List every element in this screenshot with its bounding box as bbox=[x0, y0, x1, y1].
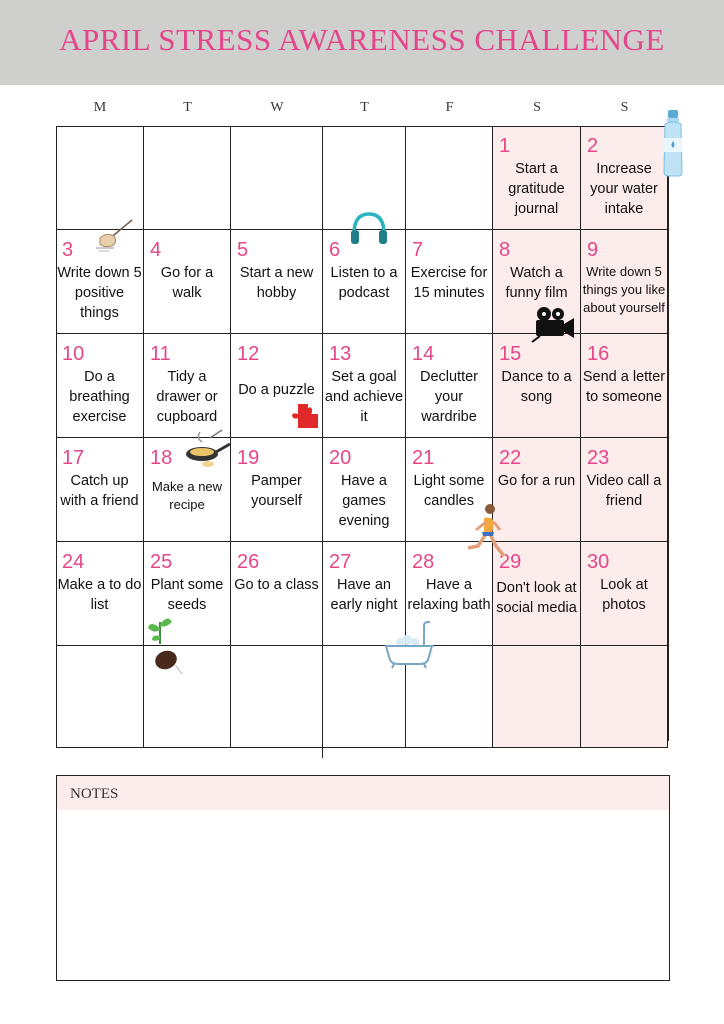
day-number: 9 bbox=[587, 239, 599, 261]
day-number: 23 bbox=[587, 447, 610, 469]
grid-divider-line bbox=[668, 126, 669, 741]
weekday-sunday: S bbox=[620, 100, 629, 115]
day-number: 4 bbox=[150, 239, 162, 261]
day-challenge: Write down 5 things you like about yourself bbox=[582, 264, 666, 315]
puzzle-piece-icon bbox=[288, 400, 320, 430]
day-challenge: Start a new hobby bbox=[239, 265, 314, 301]
day-challenge: Have an early night bbox=[330, 577, 398, 613]
weekday-monday: M bbox=[93, 100, 107, 115]
weekday-friday: F bbox=[445, 100, 454, 115]
bathtub-icon bbox=[384, 620, 434, 670]
day-challenge: Write down 5 positive things bbox=[57, 265, 142, 321]
calendar-cell-day-30 bbox=[581, 542, 668, 646]
day-number: 19 bbox=[237, 447, 260, 469]
calendar-cell-day-16 bbox=[581, 334, 668, 438]
calendar-cell-empty bbox=[56, 126, 144, 230]
headphones-icon bbox=[349, 210, 389, 246]
water-bottle-icon bbox=[660, 110, 686, 178]
day-challenge: Set a goal and achieve it bbox=[324, 369, 404, 425]
calendar-cell-day-10 bbox=[56, 334, 144, 438]
day-number: 24 bbox=[62, 551, 85, 573]
day-challenge: Start a gratitude journal bbox=[508, 161, 565, 217]
day-number: 11 bbox=[150, 343, 171, 365]
day-number: 21 bbox=[412, 447, 435, 469]
day-number: 29 bbox=[499, 551, 522, 573]
day-number: 6 bbox=[329, 239, 341, 261]
calendar-cell-day-1 bbox=[493, 126, 581, 230]
calendar-cell-day-4 bbox=[144, 230, 231, 334]
day-number: 3 bbox=[62, 239, 74, 261]
page-title: APRIL STRESS AWARENESS CHALLENGE bbox=[59, 22, 665, 57]
day-challenge: Send a letter to someone bbox=[582, 369, 666, 405]
day-number: 16 bbox=[587, 343, 610, 365]
calendar-cell-empty bbox=[493, 646, 581, 748]
weekday-thursday: T bbox=[360, 100, 369, 115]
calendar-cell-day-26 bbox=[231, 542, 323, 646]
film-camera-icon bbox=[530, 304, 576, 344]
day-challenge: Catch up with a friend bbox=[60, 473, 139, 509]
day-challenge: Dance to a song bbox=[501, 369, 572, 405]
day-challenge: Don't look at social media bbox=[496, 580, 577, 616]
weekday-tuesday: T bbox=[183, 100, 192, 115]
day-challenge: Go for a walk bbox=[160, 265, 214, 301]
day-number: 27 bbox=[329, 551, 352, 573]
day-challenge: Go to a class bbox=[234, 577, 319, 593]
weekday-header-row bbox=[56, 100, 668, 120]
grid-divider-line bbox=[322, 133, 323, 758]
calendar-cell-empty bbox=[231, 646, 323, 748]
notes-title: NOTES bbox=[70, 786, 119, 802]
calendar-cell-day-5 bbox=[231, 230, 323, 334]
calendar-cell-day-7 bbox=[406, 230, 493, 334]
calendar-cell-empty bbox=[56, 646, 144, 748]
day-challenge: Exercise for 15 minutes bbox=[410, 265, 488, 301]
runner-icon bbox=[464, 502, 508, 560]
weekday-wednesday: W bbox=[270, 100, 284, 115]
day-number: 1 bbox=[499, 135, 511, 157]
day-challenge: Increase your water intake bbox=[590, 161, 658, 217]
day-number: 10 bbox=[62, 343, 85, 365]
frying-pan-icon bbox=[182, 428, 232, 468]
day-number: 15 bbox=[499, 343, 522, 365]
day-number: 25 bbox=[150, 551, 173, 573]
day-number: 17 bbox=[62, 447, 85, 469]
day-challenge: Do a breathing exercise bbox=[69, 369, 130, 425]
day-challenge: Video call a friend bbox=[586, 473, 662, 509]
day-number: 7 bbox=[412, 239, 424, 261]
seedling-icon bbox=[146, 614, 186, 678]
calendar-cell-empty bbox=[231, 126, 323, 230]
day-challenge: Make a to do list bbox=[57, 577, 142, 613]
calendar-cell-empty bbox=[406, 126, 493, 230]
day-number: 20 bbox=[329, 447, 352, 469]
calendar-cell-day-9 bbox=[581, 230, 668, 334]
weekday-saturday: S bbox=[533, 100, 541, 115]
notes-header bbox=[57, 776, 669, 810]
day-challenge: Pamper yourself bbox=[251, 473, 302, 509]
day-number: 22 bbox=[499, 447, 522, 469]
day-challenge: Do a puzzle bbox=[238, 382, 315, 398]
day-challenge: Listen to a podcast bbox=[330, 265, 398, 301]
day-challenge: Watch a funny film bbox=[505, 265, 568, 301]
day-number: 30 bbox=[587, 551, 610, 573]
calendar-cell-day-19 bbox=[231, 438, 323, 542]
day-number: 8 bbox=[499, 239, 511, 261]
day-number: 28 bbox=[412, 551, 435, 573]
day-number: 26 bbox=[237, 551, 260, 573]
calendar-cell-day-14 bbox=[406, 334, 493, 438]
calendar-cell-day-24 bbox=[56, 542, 144, 646]
calendar-cell-day-13 bbox=[323, 334, 406, 438]
day-challenge: Make a new recipe bbox=[151, 479, 223, 512]
day-number: 14 bbox=[412, 343, 435, 365]
quill-pen-icon bbox=[94, 218, 134, 254]
day-challenge: Have a games evening bbox=[338, 473, 390, 529]
day-number: 5 bbox=[237, 239, 249, 261]
day-challenge: Declutter your wardribe bbox=[419, 369, 479, 425]
title-banner bbox=[0, 0, 724, 85]
day-challenge: Look at photos bbox=[600, 577, 648, 613]
day-number: 12 bbox=[237, 343, 260, 365]
notes-box bbox=[56, 775, 670, 981]
day-challenge: Plant some seeds bbox=[150, 577, 224, 613]
day-number: 2 bbox=[587, 135, 599, 157]
calendar-cell-day-15 bbox=[493, 334, 581, 438]
calendar-cell-day-23 bbox=[581, 438, 668, 542]
day-challenge: Light some candles bbox=[413, 473, 485, 509]
calendar-cell-day-2 bbox=[581, 126, 668, 230]
day-challenge: Tidy a drawer or cupboard bbox=[156, 369, 218, 425]
calendar-cell-empty bbox=[581, 646, 668, 748]
calendar-cell-day-17 bbox=[56, 438, 144, 542]
day-number: 18 bbox=[150, 447, 173, 469]
calendar-cell-day-11 bbox=[144, 334, 231, 438]
day-number: 13 bbox=[329, 343, 352, 365]
day-challenge: Have a relaxing bath bbox=[407, 577, 491, 613]
calendar-cell-day-20 bbox=[323, 438, 406, 542]
calendar-cell-empty bbox=[144, 126, 231, 230]
day-challenge: Go for a run bbox=[497, 473, 576, 489]
